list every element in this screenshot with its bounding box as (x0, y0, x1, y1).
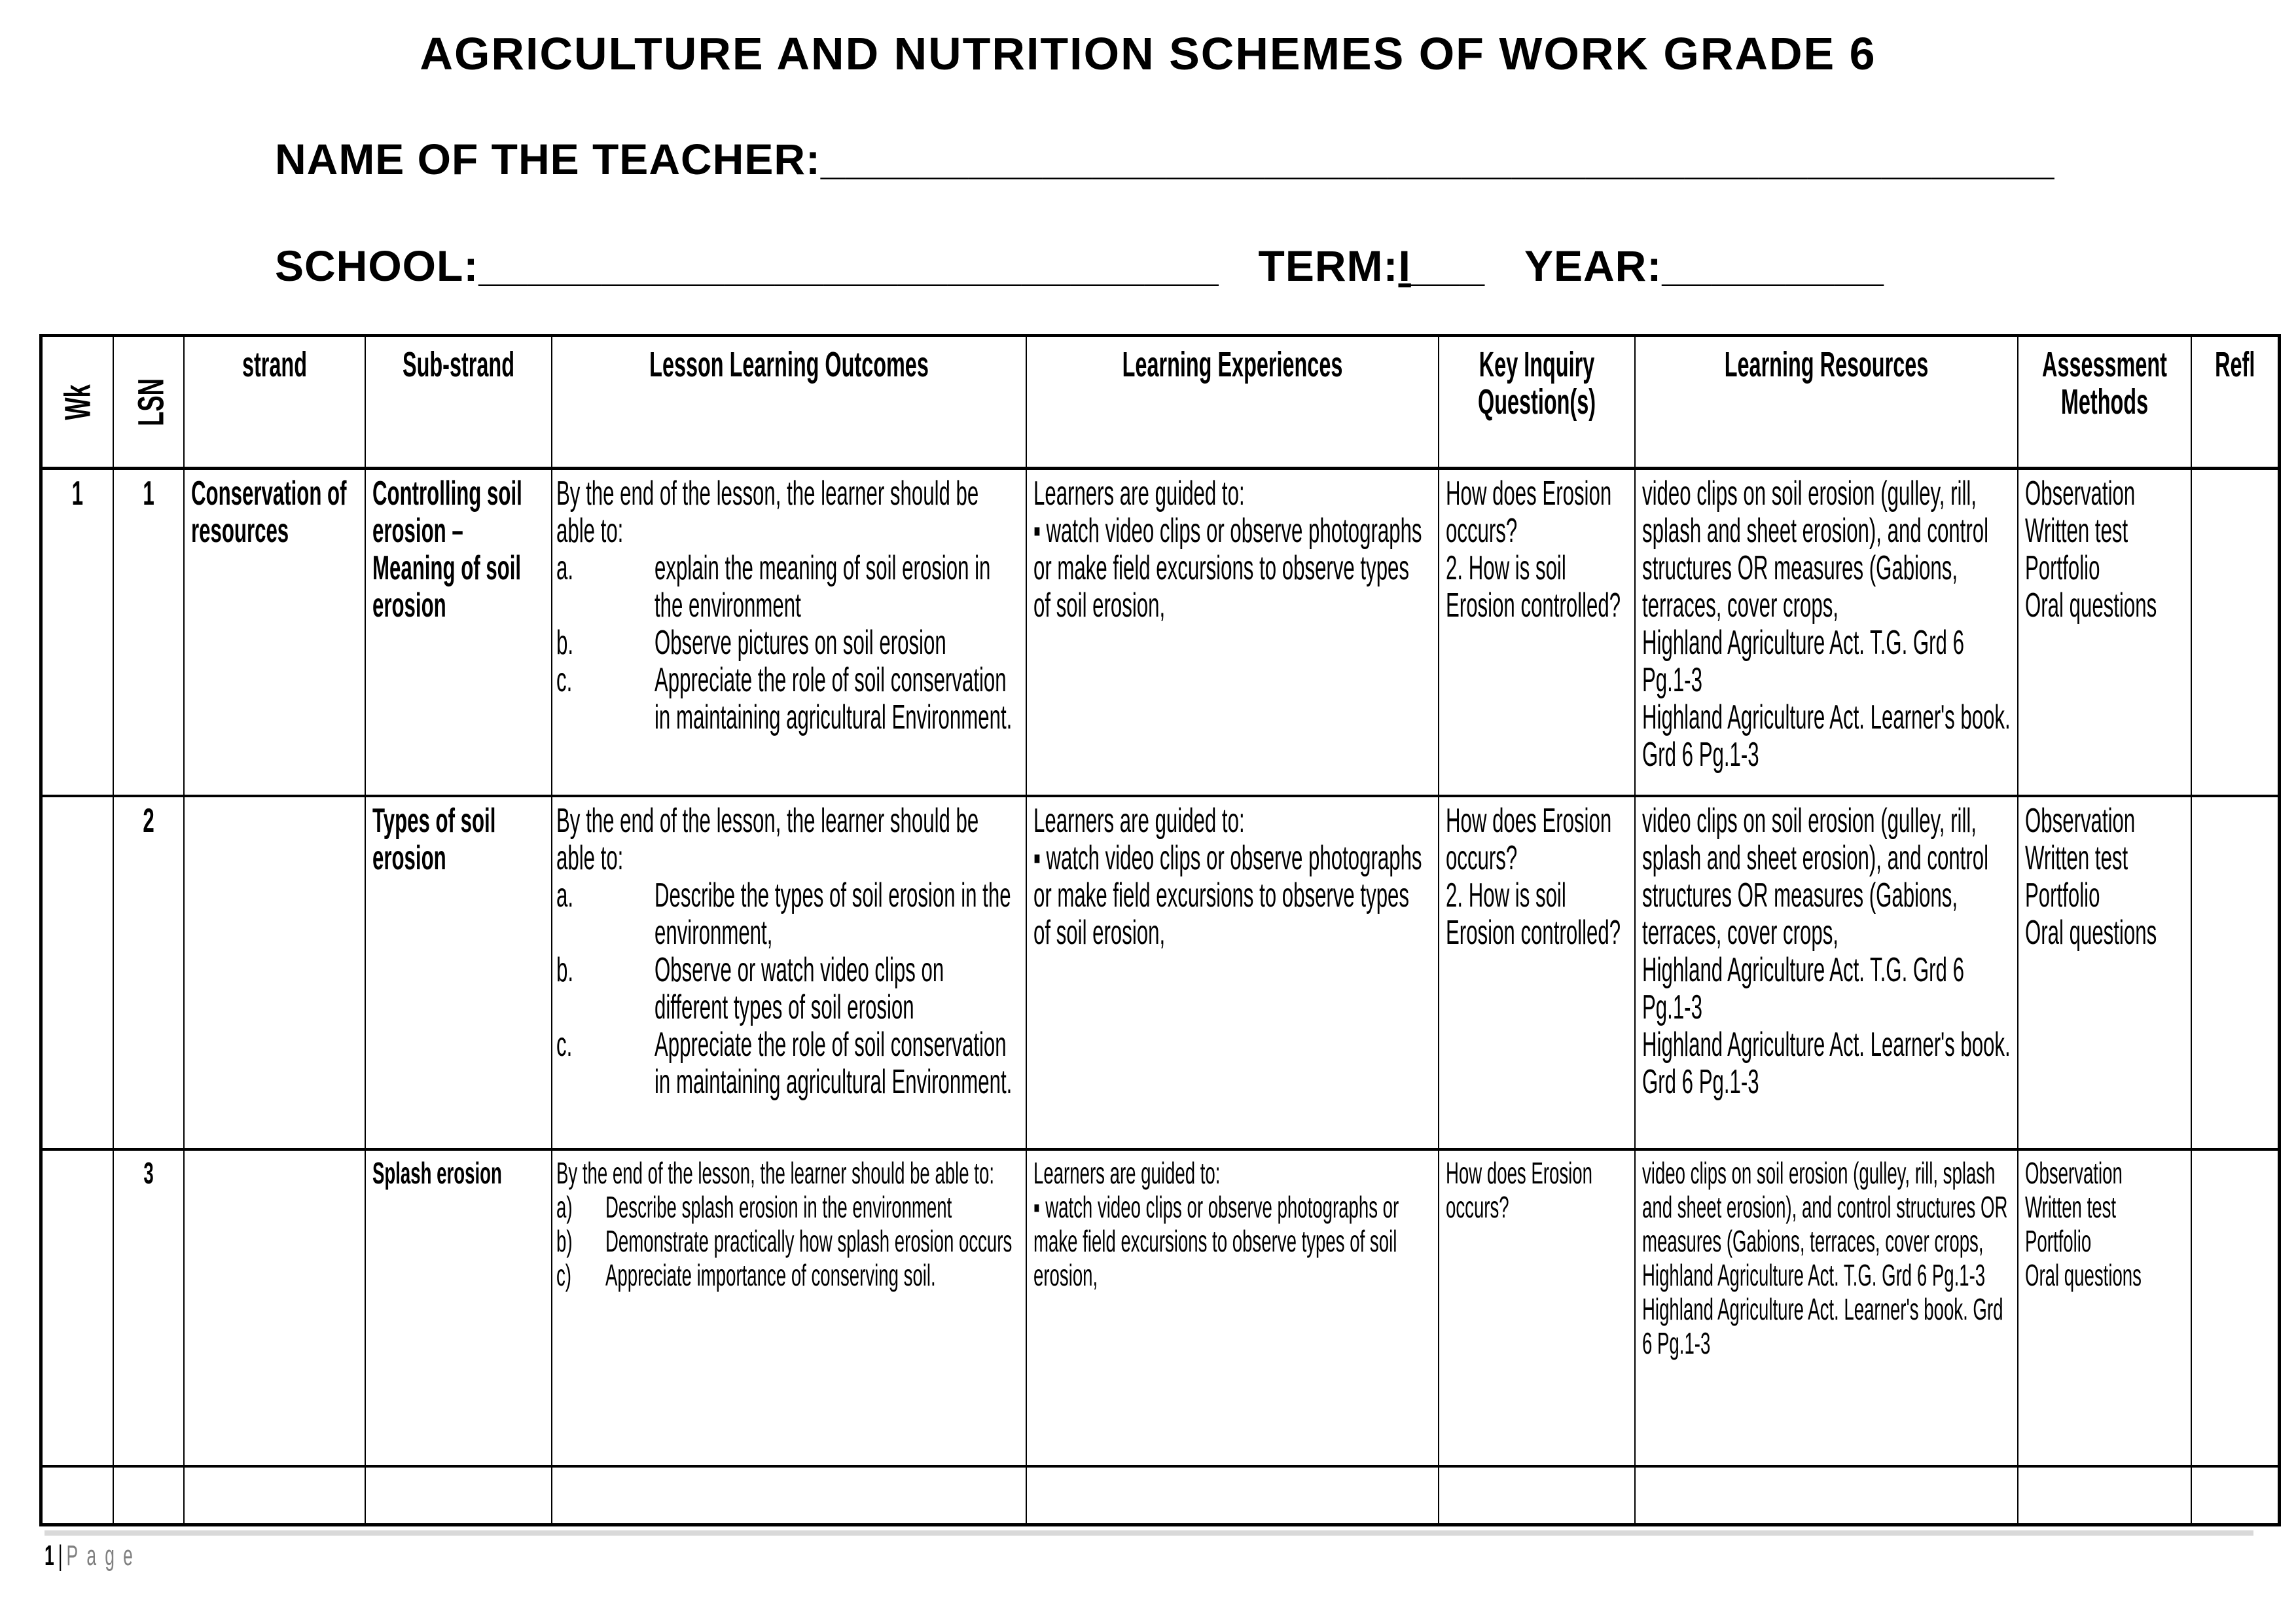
list-marker: b. (556, 624, 573, 662)
outcome-item (556, 662, 1019, 736)
list-marker: a. (556, 549, 573, 587)
resource-text: Highland Agriculture Act. Learner's book. Grd 6 Pg.1-3 (1641, 698, 2011, 774)
resource-text: Highland Agriculture Act. T.G. Grd 6 Pg.1-3 (1641, 1257, 1985, 1292)
cell-strand (184, 1466, 365, 1525)
col-header-strand: strand (184, 336, 365, 469)
outcome-item (556, 1190, 1019, 1224)
experiences-intro: Learners are guided to: (1033, 1155, 1220, 1190)
bullet-icon: ▪ (1033, 1189, 1040, 1224)
col-header-sub-strand: Sub-strand (365, 336, 552, 469)
list-marker: c) (556, 1257, 571, 1292)
cell-week (41, 469, 113, 796)
col-header-experiences: Learning Experiences (1026, 336, 1439, 469)
experience-text: watch video clips or observe photographs or make field excursions to observe types of soil erosion, (1033, 839, 1422, 952)
cell-lesson (113, 1149, 184, 1466)
outcome-item (556, 550, 1019, 624)
cell-key-inquiry (1439, 1466, 1635, 1525)
cell-lesson (113, 796, 184, 1149)
key-inquiry-text: How does Erosion occurs? (1445, 1155, 1592, 1224)
experience-text: watch video clips or observe photographs or make field excursions to observe types of soil erosion, (1033, 1189, 1399, 1292)
outcomes-intro: By the end of the lesson, the learner should be able to: (556, 801, 978, 877)
key-inquiry-text: 2. How is soil Erosion controlled? (1445, 876, 1621, 952)
resource-text: video clips on soil erosion (gulley, rill, splash and sheet erosion), and control structures OR measures (Gabions, terraces, cover crops, (1641, 1155, 2007, 1258)
assessment-text: Written test (2024, 1189, 2116, 1224)
col-header-reflection: Refl (2191, 336, 2280, 469)
cell-lesson (113, 469, 184, 796)
outcome-text: Demonstrate practically how splash erosion occurs (605, 1223, 1012, 1258)
outcome-text: Appreciate importance of conserving soil. (605, 1257, 936, 1292)
lesson-value: 3 (143, 1155, 154, 1190)
col-header-outcomes: Lesson Learning Outcomes (552, 336, 1026, 469)
school-blank-field: ______________________________ (478, 242, 1219, 290)
footer-page-label: Page (66, 1540, 142, 1572)
table-row (41, 469, 2280, 796)
outcome-text: Describe the types of soil erosion in the environment, (654, 876, 1011, 952)
experience-item (1033, 840, 1431, 952)
cell-key-inquiry (1439, 796, 1635, 1149)
cell-experiences (1026, 1466, 1439, 1525)
lesson-value: 2 (142, 801, 154, 840)
outcome-item (556, 1026, 1019, 1101)
col-header-week: Wk (41, 336, 113, 469)
cell-outcomes (552, 469, 1026, 796)
col-header-key-inquiry: Key Inquiry Question(s) (1439, 336, 1635, 469)
outcome-text: Appreciate the role of soil conservation in maintaining agricultural Environment. (654, 661, 1012, 736)
outcome-text: Describe splash erosion in the environment (605, 1189, 952, 1224)
strand-text: Conservation of resources (190, 475, 346, 550)
term-value: I (1398, 242, 1411, 290)
week-value: 1 (71, 475, 83, 513)
table-row (41, 796, 2280, 1149)
outcome-text: Observe or watch video clips on different types of soil erosion (654, 950, 944, 1026)
key-inquiry-text: How does Erosion occurs? (1445, 801, 1611, 877)
cell-outcomes (552, 1149, 1026, 1466)
col-header-resources: Learning Resources (1635, 336, 2018, 469)
resource-text: Highland Agriculture Act. T.G. Grd 6 Pg.1-3 (1641, 624, 1964, 699)
cell-week (41, 796, 113, 1149)
cell-strand (184, 469, 365, 796)
assessment-text: Portfolio (2024, 876, 2100, 914)
col-header-lesson: LSN (113, 336, 184, 469)
list-marker: c. (556, 661, 572, 699)
assessment-text: Portfolio (2024, 1223, 2091, 1258)
teacher-blank-field: __________________________________________________ (820, 135, 2055, 183)
cell-sub-strand (365, 469, 552, 796)
assessment-text: Written test (2024, 512, 2128, 550)
teacher-label: NAME OF THE TEACHER: (275, 135, 821, 183)
experience-item (1033, 1190, 1431, 1292)
teacher-line (275, 134, 2054, 184)
cell-week (41, 1149, 113, 1466)
term-label: TERM: (1258, 242, 1399, 290)
page-footer (45, 1540, 634, 1572)
experience-item (1033, 513, 1431, 624)
bullet-icon: ▪ (1033, 839, 1041, 877)
cell-sub-strand (365, 796, 552, 1149)
list-marker: b) (556, 1223, 573, 1258)
outcome-text: Appreciate the role of soil conservation in maintaining agricultural Environment. (654, 1025, 1012, 1101)
cell-resources (1635, 796, 2018, 1149)
footer-separator: | (58, 1540, 63, 1572)
assessment-text: Observation (2024, 1155, 2123, 1190)
sub-strand-text: Controlling soil erosion – Meaning of soil erosion (372, 475, 522, 624)
cell-strand (184, 796, 365, 1149)
school-label: SCHOOL: (275, 242, 479, 290)
cell-reflection (2191, 469, 2280, 796)
outcome-item (556, 1224, 1019, 1258)
outcome-item (556, 1258, 1019, 1292)
outcomes-intro: By the end of the lesson, the learner should be able to: (556, 1155, 994, 1190)
lesson-value: 1 (142, 475, 154, 513)
list-marker: a. (556, 876, 573, 914)
cell-strand (184, 1149, 365, 1466)
assessment-text: Observation (2024, 801, 2135, 840)
bullet-icon: ▪ (1033, 512, 1041, 550)
resource-text: video clips on soil erosion (gulley, rill, splash and sheet erosion), and control structures OR measures (Gabions, terraces, cover crops, (1641, 801, 1988, 952)
cell-reflection (2191, 1466, 2280, 1525)
cell-sub-strand (365, 1149, 552, 1466)
sub-strand-text: Types of soil erosion (372, 801, 495, 877)
list-marker: b. (556, 950, 573, 989)
outcome-item (556, 952, 1019, 1026)
year-blank-field: _________ (1662, 242, 1884, 290)
table-row (41, 1466, 2280, 1525)
cell-key-inquiry (1439, 469, 1635, 796)
cell-resources (1635, 469, 2018, 796)
experiences-intro: Learners are guided to: (1033, 801, 1245, 840)
outcome-item (556, 624, 1019, 662)
cell-week (41, 1466, 113, 1525)
table-row (41, 1149, 2280, 1466)
cell-resources (1635, 1466, 2018, 1525)
key-inquiry-text: 2. How is soil Erosion controlled? (1445, 549, 1621, 624)
experience-text: watch video clips or observe photographs or make field excursions to observe types of soil erosion, (1033, 512, 1422, 624)
col-header-assessment: Assessment Methods (2018, 336, 2191, 469)
outcome-text: Observe pictures on soil erosion (654, 624, 946, 662)
cell-assessment (2018, 469, 2191, 796)
footer-divider (45, 1530, 2253, 1536)
resource-text: Highland Agriculture Act. Learner's book. Grd 6 Pg.1-3 (1641, 1291, 2003, 1360)
year-label: YEAR: (1524, 242, 1662, 290)
cell-key-inquiry (1439, 1149, 1635, 1466)
list-marker: c. (556, 1025, 572, 1064)
resource-text: Highland Agriculture Act. T.G. Grd 6 Pg.1-3 (1641, 950, 1964, 1026)
list-marker: a) (556, 1189, 573, 1224)
outcomes-intro: By the end of the lesson, the learner should be able to: (556, 475, 978, 550)
sub-strand-text: Splash erosion (372, 1155, 502, 1190)
assessment-text: Portfolio (2024, 549, 2100, 587)
cell-experiences (1026, 1149, 1439, 1466)
schemes-table (39, 334, 2281, 1526)
assessment-text: Written test (2024, 839, 2128, 877)
assessment-text: Oral questions (2024, 1257, 2142, 1292)
cell-assessment (2018, 796, 2191, 1149)
cell-assessment (2018, 1466, 2191, 1525)
assessment-text: Oral questions (2024, 913, 2157, 952)
cell-outcomes (552, 796, 1026, 1149)
cell-assessment (2018, 1149, 2191, 1466)
cell-experiences (1026, 469, 1439, 796)
page-title: AGRICULTURE AND NUTRITION SCHEMES OF WORK GRADE 6 (420, 28, 1876, 79)
cell-resources (1635, 1149, 2018, 1466)
cell-reflection (2191, 796, 2280, 1149)
cell-sub-strand (365, 1466, 552, 1525)
experiences-intro: Learners are guided to: (1033, 475, 1245, 513)
outcome-item (556, 877, 1019, 952)
cell-experiences (1026, 796, 1439, 1149)
cell-outcomes (552, 1466, 1026, 1525)
outcome-text: explain the meaning of soil erosion in the environment (654, 549, 990, 624)
resource-text: Highland Agriculture Act. Learner's book. Grd 6 Pg.1-3 (1641, 1025, 2011, 1101)
key-inquiry-text: How does Erosion occurs? (1445, 475, 1611, 550)
term-blank-field: ___ (1410, 242, 1485, 290)
resource-text: video clips on soil erosion (gulley, rill, splash and sheet erosion), and control structures OR measures (Gabions, terraces, cover crops, (1641, 475, 1988, 624)
table-header-row (41, 336, 2280, 469)
school-line (275, 241, 1884, 291)
page-number: 1 (45, 1540, 54, 1572)
assessment-text: Observation (2024, 475, 2135, 513)
cell-lesson (113, 1466, 184, 1525)
cell-reflection (2191, 1149, 2280, 1466)
assessment-text: Oral questions (2024, 586, 2157, 624)
